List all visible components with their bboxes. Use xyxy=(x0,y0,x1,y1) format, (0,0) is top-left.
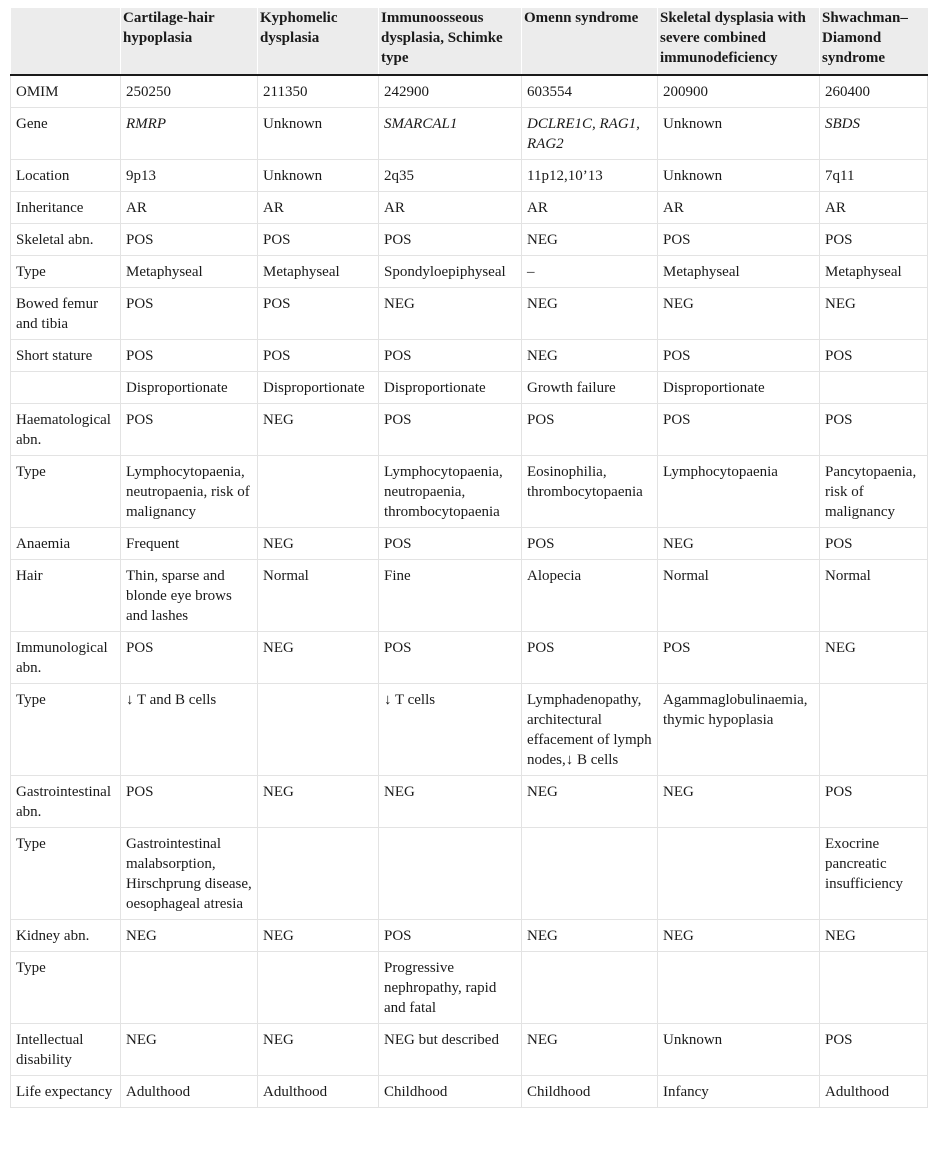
table-cell: Infancy xyxy=(658,1076,820,1108)
row-label: Location xyxy=(11,160,121,192)
table-cell: Disproportionate xyxy=(258,372,379,404)
table-cell: Alopecia xyxy=(522,560,658,632)
table-cell: NEG xyxy=(379,776,522,828)
table-cell: Unknown xyxy=(258,160,379,192)
row-gastrointestinal-abn xyxy=(11,776,928,828)
table-cell: Lymphocytopaenia, neutropaenia, risk of malignancy xyxy=(121,456,258,528)
table-cell: Metaphyseal xyxy=(658,256,820,288)
table-cell: NEG xyxy=(258,632,379,684)
table-cell: Exocrine pancreatic insufficiency xyxy=(820,828,928,920)
row-label: Type xyxy=(11,952,121,1024)
table-cell: NEG xyxy=(121,1024,258,1076)
row-label: Immunological abn. xyxy=(11,632,121,684)
table-cell: AR xyxy=(820,192,928,224)
table-cell xyxy=(258,828,379,920)
header-shwachman-diamond: Shwachman–Diamond syndrome xyxy=(820,8,928,75)
table-cell: Adulthood xyxy=(121,1076,258,1108)
gene-name: DCLRE1C, RAG1, RAG2 xyxy=(522,108,658,160)
comparison-table xyxy=(10,8,928,1108)
table-cell: POS xyxy=(658,404,820,456)
table-cell xyxy=(658,952,820,1024)
table-cell: 11p12,10’13 xyxy=(522,160,658,192)
gene-name: SMARCAL1 xyxy=(379,108,522,160)
table-cell: ↓ T and B cells xyxy=(121,684,258,776)
header-cartilage-hair-hypoplasia: Cartilage-hair hypoplasia xyxy=(121,8,258,75)
table-cell: Growth failure xyxy=(522,372,658,404)
table-cell: 603554 xyxy=(522,75,658,108)
table-cell: Childhood xyxy=(379,1076,522,1108)
table-cell: NEG xyxy=(522,776,658,828)
table-cell: NEG xyxy=(258,528,379,560)
row-intellectual-disability xyxy=(11,1024,928,1076)
row-label: Type xyxy=(11,684,121,776)
table-cell xyxy=(522,828,658,920)
table-cell: POS xyxy=(820,224,928,256)
table-cell xyxy=(522,952,658,1024)
row-label: Anaemia xyxy=(11,528,121,560)
table-cell: Frequent xyxy=(121,528,258,560)
row-label: Gene xyxy=(11,108,121,160)
table-cell: 200900 xyxy=(658,75,820,108)
table-cell: POS xyxy=(379,224,522,256)
table-cell: AR xyxy=(258,192,379,224)
table-cell: 9p13 xyxy=(121,160,258,192)
table-cell: 242900 xyxy=(379,75,522,108)
row-label: Type xyxy=(11,256,121,288)
table-cell: POS xyxy=(820,1024,928,1076)
table-cell: Disproportionate xyxy=(379,372,522,404)
row-life-expectancy xyxy=(11,1076,928,1108)
table-cell: ↓ T cells xyxy=(379,684,522,776)
table-cell: NEG xyxy=(820,920,928,952)
table-cell: Lymphadenopathy, architectural effacement of lymph nodes,↓ B cells xyxy=(522,684,658,776)
table-cell xyxy=(258,456,379,528)
table-cell: 250250 xyxy=(121,75,258,108)
table-cell: Adulthood xyxy=(820,1076,928,1108)
table-cell: NEG but described xyxy=(379,1024,522,1076)
table-cell: Normal xyxy=(258,560,379,632)
table-cell: Disproportionate xyxy=(121,372,258,404)
row-label: Kidney abn. xyxy=(11,920,121,952)
row-haematological-abn xyxy=(11,404,928,456)
table-cell: Normal xyxy=(658,560,820,632)
table-cell: AR xyxy=(379,192,522,224)
table-cell: AR xyxy=(121,192,258,224)
row-stature-detail xyxy=(11,372,928,404)
row-immunological-abn xyxy=(11,632,928,684)
table-cell: POS xyxy=(820,528,928,560)
table-cell: AR xyxy=(658,192,820,224)
row-short-stature xyxy=(11,340,928,372)
table-cell: Fine xyxy=(379,560,522,632)
table-cell: NEG xyxy=(658,288,820,340)
row-label: Type xyxy=(11,828,121,920)
table-cell xyxy=(820,372,928,404)
table-cell: POS xyxy=(522,528,658,560)
table-cell: POS xyxy=(820,776,928,828)
row-hair xyxy=(11,560,928,632)
row-label: Hair xyxy=(11,560,121,632)
table-cell: Agammaglobulinaemia, thymic hypoplasia xyxy=(658,684,820,776)
table-cell: POS xyxy=(379,632,522,684)
table-cell: Unknown xyxy=(258,108,379,160)
table-cell: NEG xyxy=(258,920,379,952)
table-cell: Gastrointestinal malabsorption, Hirschprung disease, oesophageal atresia xyxy=(121,828,258,920)
table-cell: POS xyxy=(121,224,258,256)
header-schimke: Immunoosseous dysplasia, Schimke type xyxy=(379,8,522,75)
table-cell: POS xyxy=(379,340,522,372)
header-kyphomelic-dysplasia: Kyphomelic dysplasia xyxy=(258,8,379,75)
row-haematological-type xyxy=(11,456,928,528)
header-row xyxy=(11,8,928,75)
table-cell: NEG xyxy=(522,920,658,952)
gene-name: SBDS xyxy=(820,108,928,160)
table-cell: POS xyxy=(522,632,658,684)
table-cell: POS xyxy=(820,340,928,372)
table-cell: NEG xyxy=(522,224,658,256)
table-cell: NEG xyxy=(258,776,379,828)
table-cell: POS xyxy=(121,340,258,372)
header-cell-blank xyxy=(11,8,121,75)
row-label xyxy=(11,372,121,404)
table-cell: 260400 xyxy=(820,75,928,108)
table-cell: Unknown xyxy=(658,108,820,160)
table-cell: Spondyloepiphyseal xyxy=(379,256,522,288)
table-cell: NEG xyxy=(379,288,522,340)
table-cell: Pancytopaenia, risk of malignancy xyxy=(820,456,928,528)
table-cell: NEG xyxy=(522,340,658,372)
row-anaemia xyxy=(11,528,928,560)
table-cell: NEG xyxy=(522,288,658,340)
table-cell: POS xyxy=(121,288,258,340)
row-label: Inheritance xyxy=(11,192,121,224)
table-cell: Thin, sparse and blonde eye brows and lashes xyxy=(121,560,258,632)
table-cell: Disproportionate xyxy=(658,372,820,404)
row-label: Bowed femur and tibia xyxy=(11,288,121,340)
table-cell: NEG xyxy=(658,776,820,828)
table-cell xyxy=(258,684,379,776)
table-cell: 211350 xyxy=(258,75,379,108)
table-cell: Normal xyxy=(820,560,928,632)
row-label: Short stature xyxy=(11,340,121,372)
table-cell: POS xyxy=(121,404,258,456)
row-immunological-type xyxy=(11,684,928,776)
table-cell: – xyxy=(522,256,658,288)
table-cell: AR xyxy=(522,192,658,224)
row-bowed-femur-tibia xyxy=(11,288,928,340)
row-label: OMIM xyxy=(11,75,121,108)
table-cell: Metaphyseal xyxy=(258,256,379,288)
table-cell: Lymphocytopaenia xyxy=(658,456,820,528)
table-cell: POS xyxy=(121,776,258,828)
table-cell xyxy=(258,952,379,1024)
row-skeletal-abn xyxy=(11,224,928,256)
table-cell: POS xyxy=(258,288,379,340)
table-cell: NEG xyxy=(820,288,928,340)
table-cell: NEG xyxy=(258,404,379,456)
table-cell xyxy=(121,952,258,1024)
table-cell: POS xyxy=(658,632,820,684)
gene-name: RMRP xyxy=(121,108,258,160)
table-cell: NEG xyxy=(658,920,820,952)
table-cell: Unknown xyxy=(658,1024,820,1076)
table-cell: POS xyxy=(522,404,658,456)
table-cell xyxy=(820,952,928,1024)
table-cell: POS xyxy=(258,224,379,256)
row-inheritance xyxy=(11,192,928,224)
row-skeletal-type xyxy=(11,256,928,288)
row-label: Gastrointestinal abn. xyxy=(11,776,121,828)
table-cell: POS xyxy=(820,404,928,456)
header-omenn-syndrome: Omenn syndrome xyxy=(522,8,658,75)
row-label: Type xyxy=(11,456,121,528)
table-cell: Progressive nephropathy, rapid and fatal xyxy=(379,952,522,1024)
table-cell: Childhood xyxy=(522,1076,658,1108)
table-cell: Metaphyseal xyxy=(121,256,258,288)
row-gastrointestinal-type xyxy=(11,828,928,920)
table-cell xyxy=(379,828,522,920)
table-cell xyxy=(820,684,928,776)
row-label: Life expectancy xyxy=(11,1076,121,1108)
header-skeletal-dysplasia-scid: Skeletal dysplasia with severe combined immunodeficiency xyxy=(658,8,820,75)
table-cell: Adulthood xyxy=(258,1076,379,1108)
row-label: Haematological abn. xyxy=(11,404,121,456)
table-cell: Lymphocytopaenia, neutropaenia, thrombocytopaenia xyxy=(379,456,522,528)
row-kidney-type xyxy=(11,952,928,1024)
row-label: Intellectual disability xyxy=(11,1024,121,1076)
table-cell: POS xyxy=(379,528,522,560)
table-cell xyxy=(658,828,820,920)
table-cell: Metaphyseal xyxy=(820,256,928,288)
table-cell: POS xyxy=(658,340,820,372)
table-cell: NEG xyxy=(658,528,820,560)
table-cell: POS xyxy=(658,224,820,256)
table-cell: NEG xyxy=(121,920,258,952)
table-cell: Unknown xyxy=(658,160,820,192)
table-cell: NEG xyxy=(522,1024,658,1076)
row-label: Skeletal abn. xyxy=(11,224,121,256)
table-cell: POS xyxy=(379,920,522,952)
table-cell: POS xyxy=(258,340,379,372)
table-cell: POS xyxy=(379,404,522,456)
table-cell: NEG xyxy=(258,1024,379,1076)
table-cell: Eosinophilia, thrombocytopaenia xyxy=(522,456,658,528)
row-kidney-abn xyxy=(11,920,928,952)
table-cell: NEG xyxy=(820,632,928,684)
row-omim xyxy=(11,75,928,108)
table-cell: POS xyxy=(121,632,258,684)
row-location xyxy=(11,160,928,192)
table-cell: 2q35 xyxy=(379,160,522,192)
table-cell: 7q11 xyxy=(820,160,928,192)
row-gene xyxy=(11,108,928,160)
